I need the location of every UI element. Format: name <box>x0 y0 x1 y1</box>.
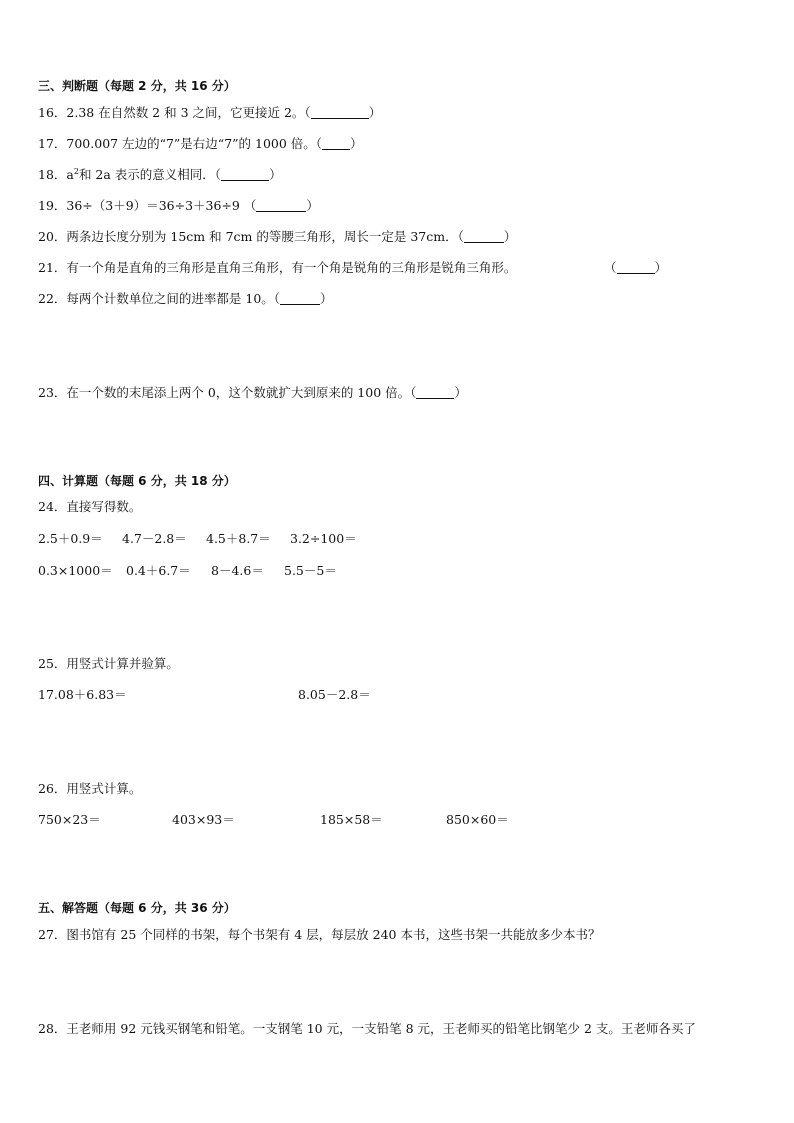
close-paren: ） <box>306 198 319 213</box>
vertical-calc-item: 750×23＝ <box>38 812 101 827</box>
open-paren: （ <box>604 260 617 275</box>
close-paren: ） <box>269 167 282 182</box>
mental-math-item: 5.5－5＝ <box>284 563 337 578</box>
question-22 <box>38 291 333 307</box>
question-20-text: 20．两条边长度分别为 15cm 和 7cm 的等腰三角形，周长一定是 37cm．（ <box>38 229 464 244</box>
question-28: 28．王老师用 92 元钱买钢笔和铅笔。一支钢笔 10 元，一支铅笔 8 元，王老师买的铅笔比钢笔少 2 支。王老师各买了 <box>38 1021 696 1036</box>
answer-blank-23[interactable] <box>416 386 454 399</box>
question-18-text-rest: 和 2a 表示的意义相同．（ <box>78 167 222 182</box>
section-title-calc: 四、计算题（每题 6 分，共 18 分） <box>38 474 236 488</box>
question-16 <box>38 105 381 121</box>
question-18 <box>38 167 282 183</box>
question-22-text: 22．每两个计数单位之间的进率都是 10。（ <box>38 291 281 306</box>
question-21-text: 21．有一个角是直角的三角形是直角三角形，有一个角是锐角的三角形是锐角三角形。 <box>38 260 517 275</box>
section-title-judge: 三、判断题（每题 2 分，共 16 分） <box>38 79 236 93</box>
question-21 <box>38 260 516 276</box>
answer-blank-20[interactable] <box>464 230 504 243</box>
question-19-text: 19．36÷（3＋9）＝36÷3＋36÷9 （ <box>38 198 257 213</box>
question-17-text: 17．700.007 左边的“7”是右边“7”的 1000 倍。（ <box>38 136 323 151</box>
question-21-paren <box>604 260 667 276</box>
question-19 <box>38 198 319 214</box>
close-paren: ） <box>503 229 517 244</box>
mental-math-item: 0.4＋6.7＝ <box>126 563 191 578</box>
section-title-solve: 五、解答题（每题 6 分，共 36 分） <box>38 901 236 915</box>
vertical-calc-item: 17.08＋6.83＝ <box>38 687 127 702</box>
vertical-calc-item: 8.05－2.8＝ <box>298 687 371 702</box>
question-16-text: 16．2.38 在自然数 2 和 3 之间，它更接近 2。（ <box>38 105 311 120</box>
answer-blank-21[interactable] <box>617 261 655 274</box>
close-paren: ） <box>454 385 467 400</box>
vertical-calc-item: 850×60＝ <box>446 812 509 827</box>
question-18-text: 18．a <box>38 167 74 182</box>
vertical-calc-item: 403×93＝ <box>172 812 235 827</box>
close-paren: ） <box>368 105 382 120</box>
question-17 <box>38 136 363 152</box>
answer-blank-16[interactable] <box>311 106 369 119</box>
question-25: 25．用竖式计算并验算。 <box>38 656 179 671</box>
answer-blank-18[interactable] <box>221 168 269 181</box>
mental-math-item: 4.7－2.8＝ <box>122 531 187 546</box>
mental-math-item: 8－4.6＝ <box>211 563 264 578</box>
mental-math-item: 2.5＋0.9＝ <box>38 531 103 546</box>
question-23 <box>38 385 467 401</box>
close-paren: ） <box>350 136 363 151</box>
answer-blank-17[interactable] <box>322 137 350 150</box>
question-23-text: 23．在一个数的末尾添上两个 0，这个数就扩大到原来的 100 倍。（ <box>38 385 417 400</box>
close-paren: ） <box>654 260 668 275</box>
answer-blank-19[interactable] <box>256 199 306 212</box>
superscript: 2 <box>73 167 79 176</box>
question-20 <box>38 229 516 245</box>
mental-math-item: 0.3×1000＝ <box>38 563 113 578</box>
answer-blank-22[interactable] <box>280 292 320 305</box>
question-27: 27．图书馆有 25 个同样的书架，每个书架有 4 层，每层放 240 本书，这些书架一共能放多少本书？ <box>38 927 601 942</box>
close-paren: ） <box>320 291 333 306</box>
vertical-calc-item: 185×58＝ <box>320 812 383 827</box>
question-26: 26．用竖式计算。 <box>38 781 142 796</box>
mental-math-item: 3.2÷100＝ <box>290 531 357 546</box>
mental-math-item: 4.5＋8.7＝ <box>206 531 271 546</box>
question-24: 24．直接写得数。 <box>38 499 142 514</box>
